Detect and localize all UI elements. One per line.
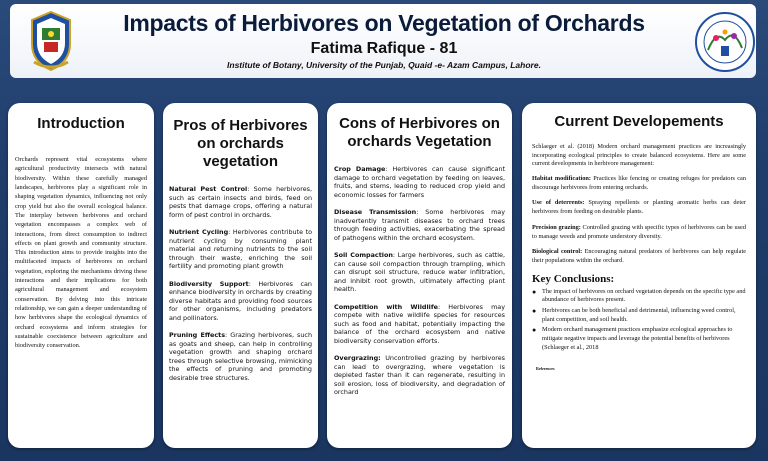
references-title: References xyxy=(536,366,555,372)
introduction-body: Orchards represent vital ecosystems where agricultural productivity intersects with natural biodiversity. Within these carefully managed landscapes, herbivores play a significant role in shaping vegetation dynamics, influencing not only crop yield but also the overall ecological balance. The interplay between herbivores and orchard vegetation encompasses a complex web of interactions, from direct consumption to indirect effects on plant growth and community structure. This introduction aims to provide insights into the multifaceted impacts of herbivores on orchard vegetation, exploring the mechanisms driving these interactions and their implications for both agricultural management and ecosystem conservation. By delving into this intricate relationship, we can gain a deeper understanding of how herbivores shape the ecological dynamics of orchard ecosystems and inform strategies for sustainable coexistence between agriculture and biodiversity conservation. xyxy=(15,156,147,350)
bullet-icon: ● xyxy=(532,326,537,335)
affiliation: Institute of Botany, University of the Punjab, Quaid -e- Azam Campus, Lahore. xyxy=(227,60,541,70)
institute-of-botany-logo xyxy=(694,10,756,74)
development-item: Habitat modification: Practices like fencing or creating refuges for predators can discourage herbivores from entering orchards. xyxy=(532,175,746,191)
development-item: Biological control: Encouraging natural predators of herbivores can help regulate their populations within the orchard. xyxy=(532,248,746,264)
author-name: Fatima Rafique - 81 xyxy=(310,40,458,57)
cons-item: Crop Damage: Herbivores can cause significant damage to orchard vegetation by feeding on leaves, fruits, and stems, leading to reduced crop yield and economic losses for farmers xyxy=(334,165,506,199)
cons-panel xyxy=(327,103,512,448)
key-conclusions-list xyxy=(522,288,756,353)
cons-title: Cons of Herbivores on orchards Vegetation xyxy=(339,115,500,150)
current-developments-title: Current Developements xyxy=(554,113,724,130)
pros-title: Pros of Herbivores on orchards vegetation xyxy=(173,117,308,170)
introduction-title: Introduction xyxy=(37,115,125,132)
key-conclusions-title: Key Conclusions: xyxy=(532,272,615,285)
development-item: Use of deterrents: Spraying repellents or planting aromatic herbs can deter herbivores from feeding on desirable plants. xyxy=(532,199,746,216)
references xyxy=(522,366,756,372)
pros-item: Nutrient Cycling: Herbivores contribute to nutrient cycling by consuming plant material and returning nutrients to the soil through their waste, enriching the soil fertility and promoting plant growth xyxy=(169,228,312,271)
current-developments-panel xyxy=(522,103,756,448)
pros-panel xyxy=(163,103,318,448)
poster-title: Impacts of Herbivores on Vegetation of Orchards xyxy=(123,10,645,36)
conclusion-item: ● Modern orchard management practices emphasize ecological approaches to mitigate negative impacts and leverage the potential benefits of herbivores (Schlaeger et al., 2018 xyxy=(532,326,733,351)
bullet-icon: ● xyxy=(532,306,537,315)
development-item: Precision grazing: Controlled grazing with specific types of herbivores can be used to manage weeds and promote understory diversity. xyxy=(532,223,746,240)
conclusion-item: ● The impact of herbivores on orchard vegetation depends on the specific type and abundance of herbivores present. xyxy=(532,287,746,304)
cons-item: Overgrazing: Uncontrolled grazing by herbivores can lead to overgrazing, where vegetation is depleted faster than it can regenerate, resulting in soil erosion, loss of biodiversity, and degradation of orchard xyxy=(334,354,505,397)
conclusion-item: ● Herbivores can be both beneficial and detrimental, influencing weed control, plant competition, and soil health. xyxy=(532,306,736,323)
cons-item: Competition with Wildlife: Herbivores may compete with native wildlife species for resources such as food and habitat, potentially impacting the balance of the orchard ecosystem and native biodiversity conservation efforts. xyxy=(334,302,506,345)
pros-item: Natural Pest Control: Some herbivores, such as certain insects and birds, feed on pests that damage crops, offering a natural form of pest control in orchards. xyxy=(169,185,312,219)
introduction-panel xyxy=(8,103,154,448)
bullet-icon: ● xyxy=(532,287,537,296)
poster-header xyxy=(10,4,756,78)
current-developments-intro: Schlaeger et al. (2018) Modern orchard management practices are increasingly incorporating ecological principles to create balanced ecosystems. Here are some current developments in herbivore management: xyxy=(532,143,746,168)
pros-item: Biodiversity Support: Herbivores can enhance biodiversity in orchards by creating diverse habitats and providing food sources for other organisms, including predators and pollinators. xyxy=(169,279,312,322)
pros-item: Pruning Effects: Grazing herbivores, such as goats and sheep, can help in controlling vegetation growth and shaping orchard trees through selective browsing, mimicking the effects of pruning and promoting desirable tree structures. xyxy=(169,331,313,382)
cons-item: Soil Compaction: Large herbivores, such as cattle, can cause soil compaction through trampling, which can disrupt soil structure, reduce water infiltration, and inhibit root growth, ultimately affecting plant health. xyxy=(334,251,505,294)
university-crest-logo xyxy=(28,10,74,72)
cons-item: Disease Transmission: Some herbivores may inadvertently transmit diseases to orchard trees through feeding activities, exacerbating the spread of pathogens within the orchard ecosystem. xyxy=(334,208,505,242)
